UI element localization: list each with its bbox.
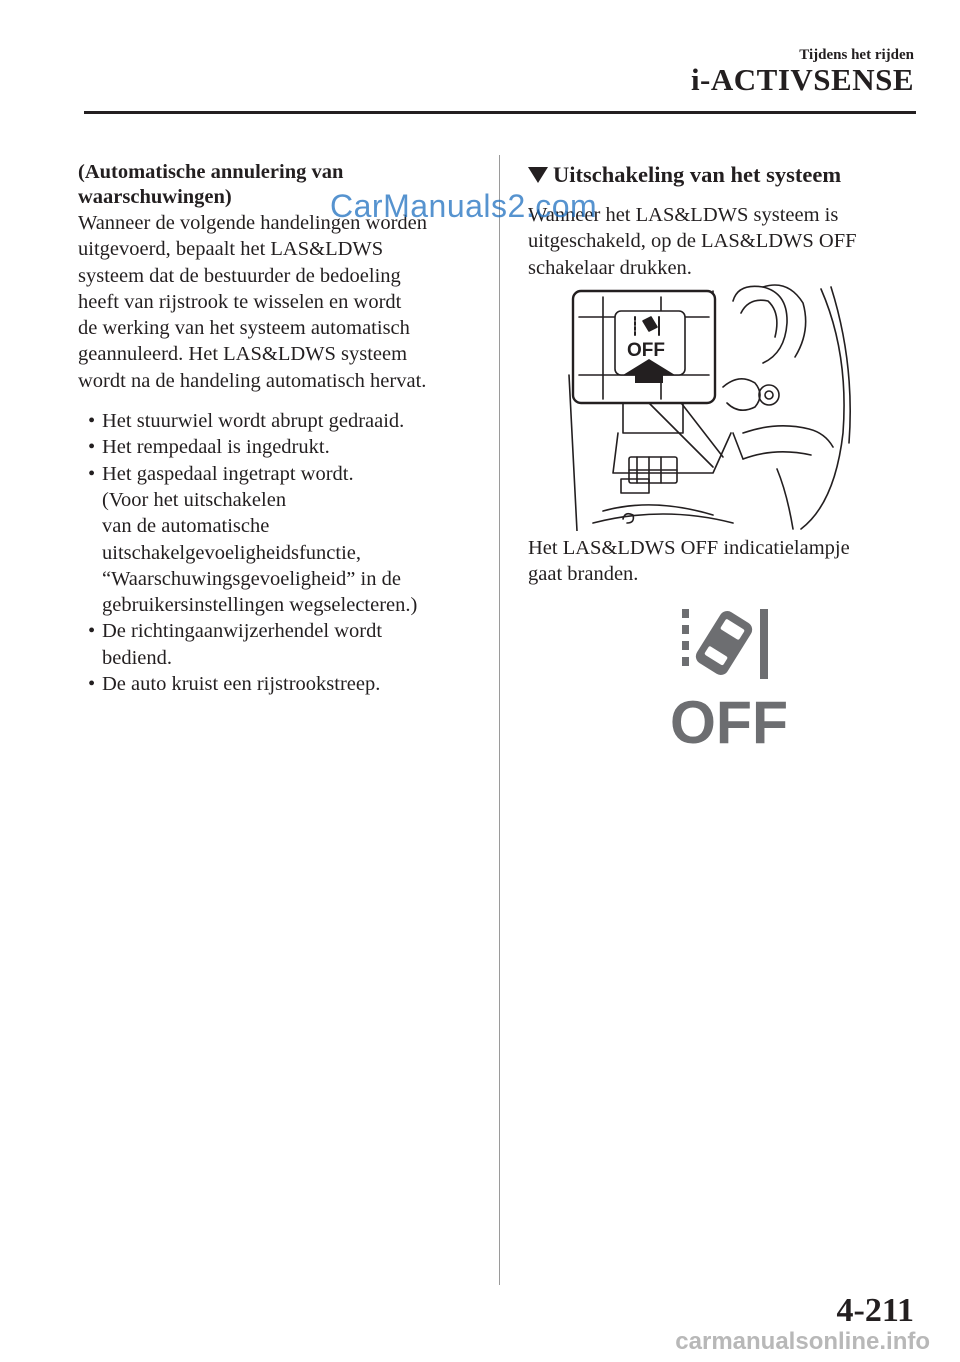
text-line: De auto kruist een rijstrookstreep. (102, 673, 381, 696)
section-heading (528, 160, 918, 190)
page-number: 4-211 (836, 1292, 914, 1329)
column-divider (499, 155, 500, 1285)
section-heading-text: Uitschakeling van het systeem (553, 162, 842, 187)
intro-paragraph (78, 210, 478, 394)
dashboard-switch-illustration (563, 283, 855, 531)
watermark-carmanuals2: CarManuals2.com (330, 188, 598, 224)
indicator-off-label: OFF (670, 689, 788, 750)
bullet-item (86, 408, 478, 434)
text-line: de werking van het systeem automatisch (78, 317, 410, 340)
bullet-item (86, 461, 478, 619)
text-line: bediend. (102, 646, 173, 669)
text-line: wordt na de handeling automatisch hervat. (78, 369, 427, 392)
text-line: Wanneer de volgende handelingen worden (78, 212, 427, 234)
text-line: Het rempedaal is ingedrukt. (102, 436, 330, 459)
bullet-item (86, 671, 478, 697)
illustration-switch-label: OFF (627, 340, 665, 361)
text-line: Het LAS&LDWS OFF indicatielampje (528, 537, 850, 559)
footer-watermark: carmanualsonline.info (675, 1328, 930, 1355)
bullet-item (86, 434, 478, 460)
text-line: “Waarschuwingsgevoeligheid” in de (102, 567, 401, 590)
running-header-section: Tijdens het rijden (799, 47, 914, 63)
text-line: heeft van rijstrook te wisselen en wordt (78, 290, 402, 313)
text-line: gaat branden. (528, 563, 639, 586)
header-rule (84, 111, 916, 114)
triangle-marker-icon (528, 167, 548, 183)
text-line: van de automatische (102, 515, 270, 538)
running-header-title: i-ACTIVSENSE (690, 62, 914, 97)
text-line: systeem dat de bestuurder de bedoeling (78, 264, 401, 287)
text-line: Wanneer het LAS&LDWS systeem is (528, 204, 839, 226)
text-line: geannuleerd. Het LAS&LDWS systeem (78, 343, 408, 366)
bullet-dot: • (88, 436, 96, 459)
text-line: Het stuurwiel wordt abrupt gedraaid. (102, 410, 405, 433)
bullet-item (86, 618, 478, 671)
text-line: uitschakelgevoeligheidsfunctie, (102, 541, 362, 564)
sub-heading-line: (Automatische annulering van (78, 161, 344, 183)
left-column (78, 160, 478, 697)
indicator-paragraph (528, 535, 918, 588)
text-line: (Voor het uitschakelen (102, 488, 287, 511)
bullet-dot: • (88, 620, 96, 643)
text-line: gebruikersinstellingen wegselecteren.) (102, 594, 418, 617)
text-line: Het gaspedaal ingetrapt wordt. (102, 462, 354, 485)
text-line: uitgevoerd, bepaalt het LAS&LDWS (78, 238, 384, 261)
text-line: uitgeschakeld, op de LAS&LDWS OFF (528, 230, 857, 253)
text-line: De richtingaanwijzerhendel wordt (102, 620, 383, 643)
las-ldws-off-indicator-icon (668, 605, 790, 750)
bullet-dot: • (88, 673, 96, 696)
bullet-dot: • (88, 462, 96, 485)
bullet-dot: • (88, 410, 96, 433)
sub-heading-line: waarschuwingen) (78, 186, 232, 208)
bullet-list (78, 408, 478, 697)
text-line: schakelaar drukken. (528, 256, 692, 279)
